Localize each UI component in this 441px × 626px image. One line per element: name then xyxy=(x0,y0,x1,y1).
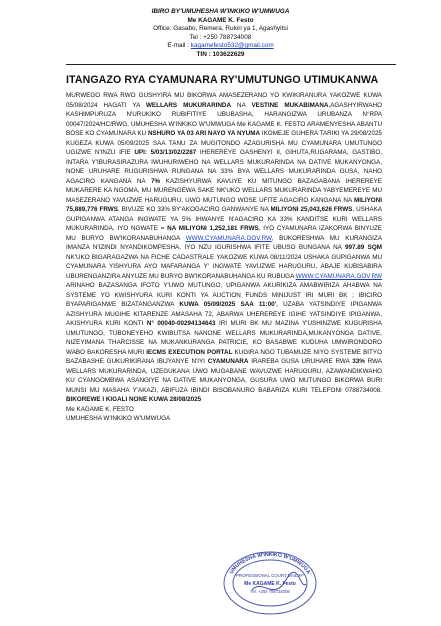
header-divider xyxy=(66,64,396,65)
signature-title: UMUHESHA W'INKIKO W'UMWUGA xyxy=(66,415,171,422)
bailiff-name: Me KAGAME K. Festo xyxy=(187,16,254,24)
body-bold: N° 00040-00294134643 xyxy=(146,320,216,327)
notice-title: ITANGAZO RYA CYAMUNARA RY'UMUTUNGO UTIMUKANWA xyxy=(66,74,379,86)
body-text: , UZABA YATSINDIYE IPIGANWA AZISHYURA MUGIHE KITARENZE AMASAHA 72, ABARWA UHEREREYE IGIHE YATSINDIYE IPIGANWA, AKISHYURA KURI KONTI xyxy=(66,301,382,327)
body-text: ,AGASHYIRWAHO KASHIMPURUZA N'URUKIKO RUBIFITIYE UBUBASHA, HARANGIZWA URUBANZA N°RPA 00047/2024/HC/RWG, UMUHESHA W'INKIKO W'UMWUGA Me KAGAME K. FESTO ARAMENYESHA ABANTU BOSE KO CYAMUNARA KU xyxy=(66,101,382,137)
body-text: RWA WELLARS MUKURARINDA, UZEGUKANA UWO MUGABANE WAVUZWE HARUGURU, AZAWANDIKWAHO KU CYANGOMBWA ASANGIYE NA DATIVE MUKANYONGA, GUSURA UWO MUTUNGO BIKORWA BURI MUNSI MU MASAHA Y'AKAZI, ABIFUZA IBINDI BISOBANURO BABARIZA KURI TELEFONI 0788734008. xyxy=(66,358,383,394)
body-bold: 7% xyxy=(150,177,161,185)
official-stamp xyxy=(222,550,318,616)
body-text: NA xyxy=(231,101,252,109)
body-bold: UPI: 5/03/13/02/2287 xyxy=(134,149,197,156)
body-text: , IYO CYAMUNARA IZAKORWA BINYUZE MU BURYO BW'IKORANABUHANGA xyxy=(66,225,382,242)
email-link[interactable]: kagamefesto532@gmail.com xyxy=(190,42,274,50)
letterhead xyxy=(0,8,441,60)
office-phone: Tel : +250 788734008 xyxy=(189,33,252,41)
body-bold: 997.89 SQM xyxy=(344,244,382,251)
body-text: NK'UKO BIGARAGAZWA NA FICHE CADASTRALE YAKOZWE KUWA 08/11/2024 USHAKA GUPIGANWA MU CYAMUNARA YISHYURA AYO MAFARANGA Y' INGWATE YAVUZWE HARUGURU, ABAJE KUBISABIRA UBURENGANZIRA ANYUZE MU BURYO BW'IKORANABUHANGA KU RUBUGA xyxy=(66,253,382,280)
email-label: E-mail : xyxy=(167,42,189,50)
office-address: Office: Gasabo, Remera, Rukiri ya 1, Agashyitsi xyxy=(153,25,288,33)
body-text: MURWEGO RWA RWO GUSHYIRA MU BIKORWA AMASEZERANO YO KWIKIRANURA YAKOZWE KUWA 05/08/2024 HAGATI YA xyxy=(66,92,382,109)
body-bold: WELLARS MUKURARINDA xyxy=(145,101,232,109)
body-bold: MILIYONI 25,043,626 FRWS xyxy=(270,206,353,213)
body-text: , USHAKA GUPIGANWA ATANGA INGWATE YA 5% IHWANYE N'AGACIRO KA 33% KANDITSE KURI WELLARS MUKURARINDA, IYO NGWATE = xyxy=(66,206,382,232)
body-text: IKOMEJE GUHERA TARIKI YA 29/08/2025 KUGEZA KUWA 05/09/2025 SAA TANU ZA MUGITONDO AZAGURISHA MU CYAMUNARA UMUTUNGO UGIZWE N'INZU IFIE xyxy=(66,130,382,156)
stamp-name: Me KAGAME K. Festo xyxy=(244,581,296,587)
body-bold: MILIYONI 75,889,776 FRWS xyxy=(66,196,382,213)
cyamunara-link[interactable]: WWW.CYAMUNARA.GOV.RW xyxy=(185,234,272,242)
body-text: IHEREREYE GASHENYI II, GIHUTA,RUGARAMA, GASTIBO, INTARA Y'IBURASIRAZURA IWUHURIWEHO NA WELLARS MUKURARINDA NA DATIVE MUKANYONGA, NONE URUHARE RUGURISHWA RUNGANA NA 33% BYA WELLARS MUKURARINDA GUSA, NAHO AGACIRO KANGANA NA xyxy=(66,149,382,185)
body-bold: VESTINE MUKABIMANA xyxy=(251,101,329,109)
body-bold: BIKOREWE I KIGALI NONE KUWA 28/08/2025 xyxy=(66,396,202,403)
signature-name: Me KAGAME K. FESTO xyxy=(66,405,134,413)
body-text: ARINAHO BAZASANGA IFOTO Y'UWO MUTUNGO, UPIGANWA AKURIKIZA AMABWIRIZA AHABWA NA SYSTEME YO KWISHYURA KURI KONTI YA AUCTION FUNDS MINIJUST IRI MURI BK ; IBICIRO BYAPARIGANWE BIZATANGANZWA xyxy=(66,282,382,308)
stamp-tel: Tel: +250 788734008 xyxy=(250,589,290,594)
body-text: IRAREBA GUSA URUHARE RWA xyxy=(248,358,353,365)
body-bold: NSHURO YA 03 ARI NAYO YA NYUMA xyxy=(147,130,261,137)
body-bold: KUWA 05/09/2025 SAA 11:00' xyxy=(179,301,277,308)
stamp-ring-text: UMUHESHA W'INKIKO W'UMWUGA xyxy=(228,551,312,576)
tin-number: TIN : 103622629 xyxy=(196,50,245,58)
body-text: IRI MURI BK MU MAZINA Y'USHINZWE KUGURISHA UMUTUNGO, TUBONEYEHO KWIBUTSA NANONE WELLARS MUKURARINDA,MUKANYONGA DATIVE, NIZEYIMANA THARCISSE NA MUKANKURANGA PATRICIE, KO BASABWE KUDUHA UMWIRONDORO WABO BAKORESHA MURI xyxy=(66,320,383,356)
body-bold: NA MILIYONI 1,252,181 FRWS xyxy=(167,225,259,232)
office-email-line xyxy=(0,42,441,51)
body-bold: CYAMUNARA xyxy=(207,358,249,365)
notice-body xyxy=(66,91,382,424)
body-text: , BIVUZE KO 33% BY'AKOGACIRO GANWANYE NA xyxy=(117,206,271,213)
body-bold: IECMS EXECUTION PORTAL xyxy=(146,348,233,356)
body-text: KUGIRA NGO TUBAMUZE NIYO SYSTEME BITYO BAZABASHE GUKURIKIRANA IBIJYANYE N'IYI xyxy=(66,348,382,365)
body-bold: 33% xyxy=(352,358,365,365)
body-text: , BUKORESHWA MU KURANGIZA IMANZA N'IZINDI NYANDIKOMPESHA, IYO NZU IGURISHWA IFITE UBUSO BUNGANA NA xyxy=(66,234,382,251)
cyamunara-link[interactable]: WWW.CYAMUNARA.GOV.RW xyxy=(295,272,382,280)
office-name: IBIRO BY'UMUHESHA W'INKIKO W'UMWUGA xyxy=(151,8,290,15)
body-text: KAZISHYURWA KAVUYE KU MITUNGO BAZAGABANA IHEREREYE MUKARERE KA NGOMA, MU MURENGEWA SAKE NK'UKO WELLARS MUKURARINDA YABYEMEREYE MU MASEZERANO YAVUZWE HARUGURU, UWO MUTUNGO WOSE UFITE AGACIRO KANGANA NA xyxy=(66,177,383,204)
stamp-sub-text: PROFESSIONAL COURT BAILIFF xyxy=(236,573,304,578)
